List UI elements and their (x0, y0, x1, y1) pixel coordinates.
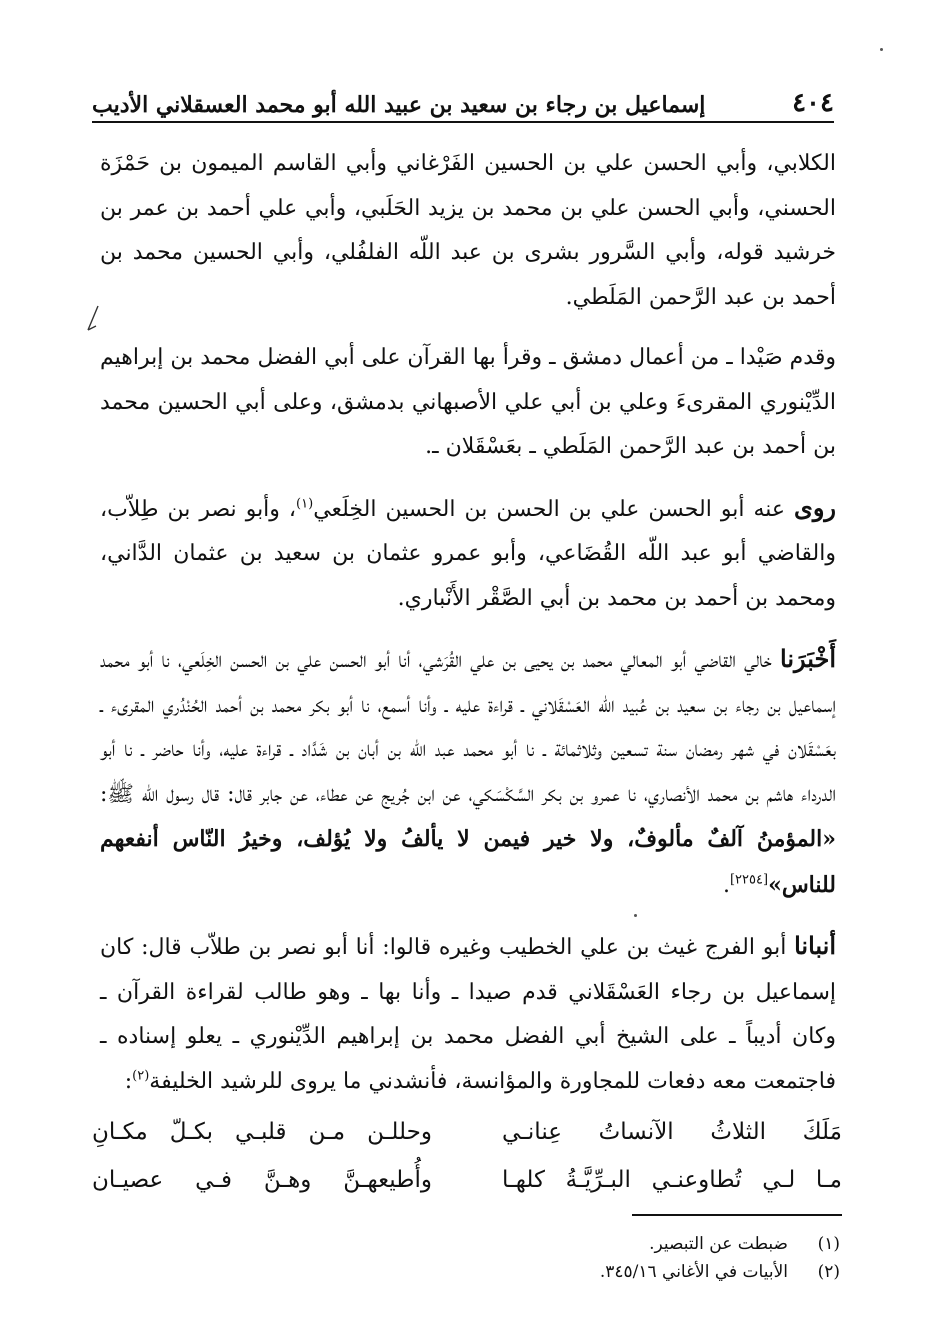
footnote-item (100, 1230, 840, 1258)
page-number: ٤٠٤ (792, 88, 834, 118)
footnote-ref: (٢) (132, 1068, 150, 1084)
pen-mark-icon (84, 304, 104, 334)
scan-speck (634, 914, 637, 917)
verse-first-hemistich: مـا لـي تُطاوعنـي البـرِّيَّـةُ كلهـا (502, 1167, 842, 1193)
paragraph-saida (100, 336, 836, 470)
footnote-number: (٢) (817, 1262, 840, 1282)
paragraph-text-continued: . (722, 872, 730, 898)
paragraph-text-continued: ، وأبو نصر بن طِلاّب، والقاضي أبو عبد اللّه القُضَاعي، وأبو عمرو عثمان بن سعيد بن عثمان الدَّاني، ومحمد بن أحمد بن محمد بن أبي الصَّقْر الأَنْباري. (100, 496, 836, 611)
paragraph-text-continued: : (124, 1068, 133, 1094)
paragraph-narrators (100, 486, 836, 622)
verse-second-hemistich: وأُطيعهـنَّ وهـنَّ فـي عصيـان (92, 1167, 432, 1193)
footnote-text: ضبطت عن التبصير. (649, 1234, 788, 1254)
paragraph-text: خالي القاضي أبو المعالي محمد بن يحيى بن علي القُرَشي، أنا أبو الحسن علي بن الحسن الخِلَعي، نا أبو محمد إسماعيل بن رجاء بن سعيد بن عُبيد اللّه العَسْقَلاني ـ قراءة عليه ـ وأنا أسمع، نا أبو بكر محمد بن أحمد الحُنْدُري المقرىء ـ بعَسْقَلان في شهر رمضان سنة تسعين وثلاثمائة ـ نا أبو محمد عبد اللّه بن أبان بن شَدَّاد ـ قراءة عليه، وأنا حاضر ـ نا أبو الدرداء هاشم بن محمد الأنصاري، نا عمرو بن بكر السَّكْسَكي، عن ابن جُريج عن عطاء، عن جابر قال: قال رسول اللّه ﷺ: (100, 648, 836, 807)
poem-verses (92, 1108, 842, 1204)
paragraph-text: عنه أبو الحسن علي بن الحسن بن الحسين الخِلَعي (313, 496, 795, 522)
paragraph-lead-word: أَخْبَرَنا (780, 644, 836, 673)
running-title: إسماعيل بن رجاء بن سعيد بن عبيد الله أبو محمد العسقلاني الأديب (92, 92, 706, 118)
footnotes (100, 1230, 840, 1286)
verse-first-hemistich: مَلَكَ الثلاثُ الآنساتُ عِنانـي (502, 1119, 842, 1145)
paragraph-text: وقدم صَيْدا ـ من أعمال دمشق ـ وقرأ بها القرآن على أبي الفضل محمد بن إبراهيم الدِّيْنوري المقرىءَ وعلي بن أبي علي الأصبهاني بدمشق، وعلى أبي الحسين محمد بن أحمد بن عبد الرَّحمن المَلَطي ـ بعَسْقَلان ـ. (99, 345, 836, 459)
page-header (92, 78, 834, 118)
verse-line (92, 1156, 842, 1204)
footnote-rule (632, 1214, 842, 1216)
paragraph-text: أبو الفرج غيث بن علي الخطيب وغيره قالوا: أنا أبو نصر بن طلاّب قال: كان إسماعيل بن رجاء العَسْقَلاني قدم صيدا ـ وأنا بها ـ وهو طالب لقراءة القرآن ـ وكان أديباً ـ على الشيخ أبي الفضل محمد بن إبراهيم الدِّيْنوري ـ يعلو إسناده ـ فاجتمعت معه دفعات للمجاورة والمؤانسة، فأنشدني ما يروى للرشيد الخليفة (100, 935, 836, 1094)
main-text (100, 142, 836, 1104)
header-rule (92, 121, 834, 123)
paragraph-lead-word: أنبانا (794, 931, 836, 960)
verse-line (92, 1108, 842, 1156)
hadith-number: [٢٢٥٤] (729, 872, 769, 888)
scan-speck (880, 48, 883, 51)
footnote-item (100, 1258, 840, 1286)
paragraph-poem-intro (100, 924, 836, 1104)
paragraph-lead-word: روى (794, 492, 836, 522)
hadith-text: «المؤمنُ آلفٌ مألوفٌ، ولا خير فيمن لا يألفُ ولا يُؤلف، وخيرُ النّاس أنفعهم للناس» (100, 826, 836, 898)
verse-second-hemistich: وحللـن مـن قلبـي بكـلّ مكـانِ (92, 1119, 432, 1145)
footnote-ref: (١) (296, 496, 314, 512)
paragraph-hadith (100, 637, 836, 908)
footnote-text: الأبيات في الأغاني ٣٤٥/١٦. (599, 1262, 788, 1282)
footnote-number: (١) (817, 1234, 840, 1254)
paragraph-teachers (100, 142, 836, 320)
paragraph-text: الكلابي، وأبي الحسن علي بن الحسين الفَرْغاني وأبي القاسم الميمون بن حَمْزَة الحسني، وأبي الحسن علي بن محمد بن يزيد الحَلَبي، وأبي علي أحمد بن عمر بن خرشيد قوله، وأبي السَّرور بشرى بن عبد اللّه الفلفُلي، وأبي الحسين محمد بن أحمد بن عبد الرَّحمن المَلَطي. (100, 151, 836, 310)
